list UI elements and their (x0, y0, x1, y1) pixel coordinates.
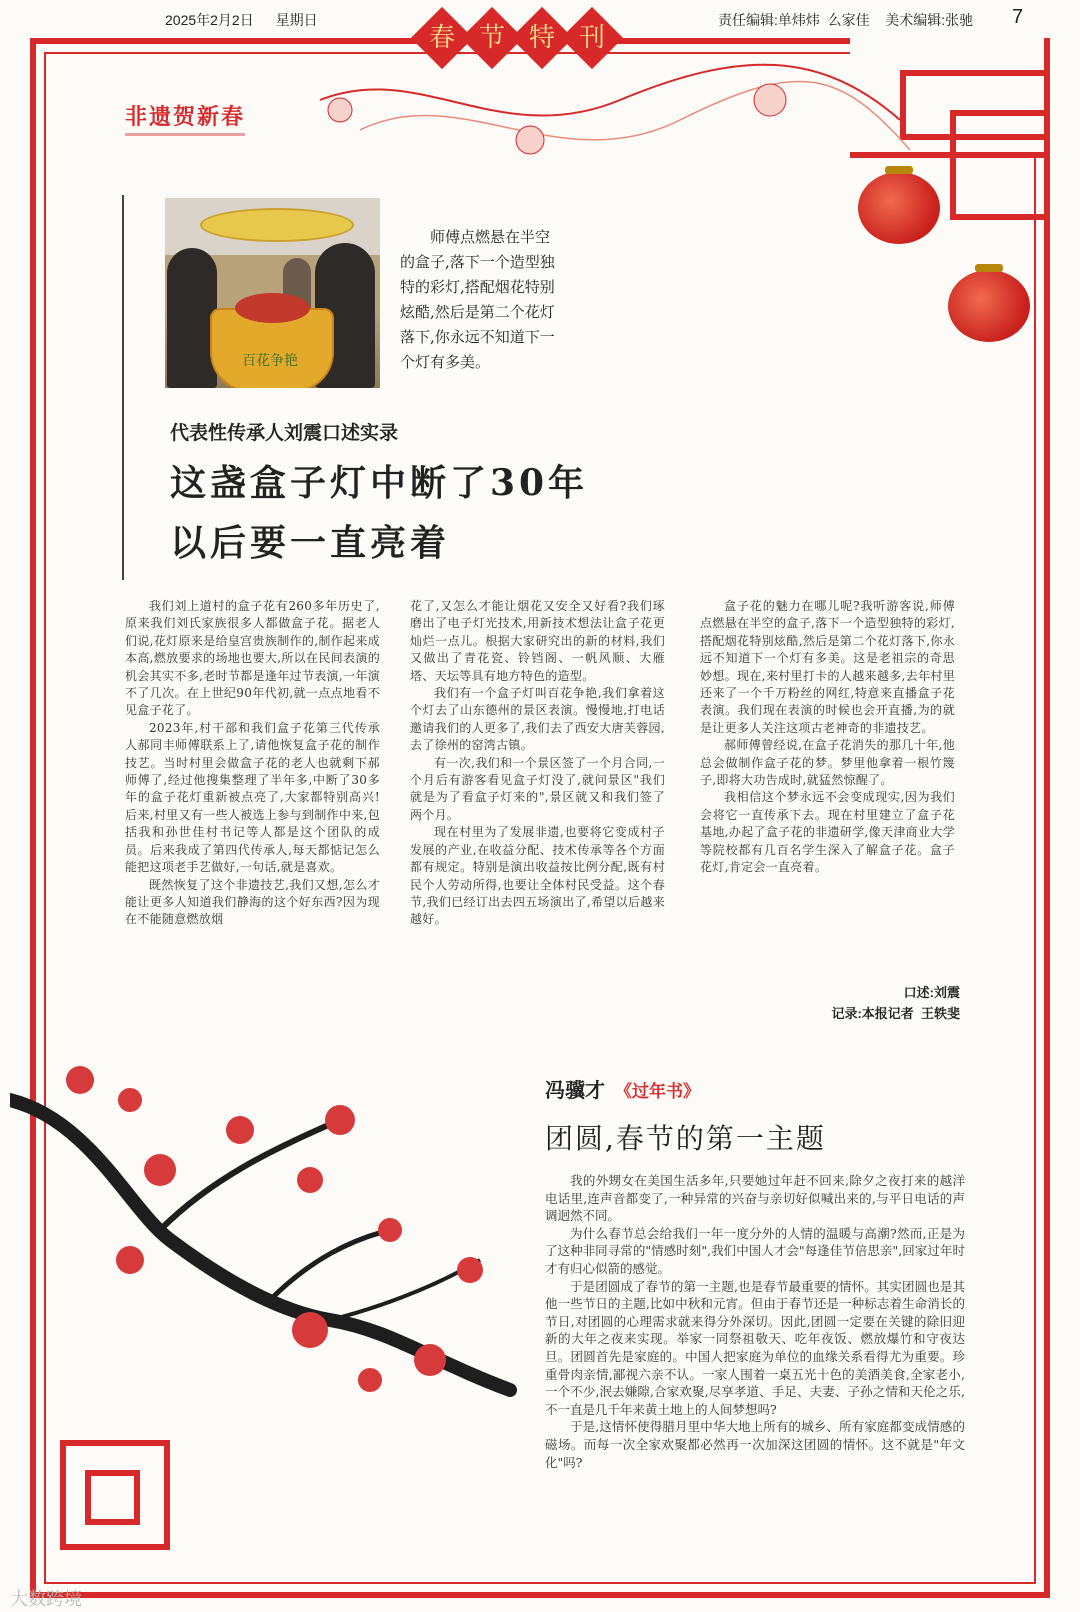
lantern-icon (858, 172, 940, 244)
banner-char: 春 (411, 7, 473, 69)
paragraph: 既然恢复了这个非遗技艺,我们又想,怎么才能让更多人知道我们静海的这个好东西?因为现在不能随意燃放烟 (125, 877, 380, 927)
banner-char: 节 (461, 7, 523, 69)
fret-bottom-left-inner2 (85, 1470, 140, 1525)
paragraph: 郝师傅曾经说,在盒子花消失的那几十年,他总会做制作盒子花的梦。梦里他拿着一根竹篾子,即将大功告成时,就猛然惊醒了。 (700, 738, 955, 788)
paragraph: 我们有一个盒子灯叫百花争艳,我们拿着这个灯去了山东德州的景区表演。慢慢地,打电话邀请我们的人更多了,我们去了西安大唐芙蓉园,去了徐州的窑湾古镇。 (410, 686, 665, 753)
header-editors: 责任编辑:单炜炜 么家佳 美术编辑:张驰 (718, 12, 974, 28)
article-column-1 (125, 598, 380, 929)
paragraph: 2023年,村干部和我们盒子花第三代传承人郝同丰师傅联系上了,请他恢复盒子花的制作技艺。当时村里会做盒子花的老人也就剩下郝师傅了,经过他搜集整理了半年多,中断了30多年的盒子花灯重新被点亮了,大家都特别高兴!后来,村里又有一些人被选上参与到制作中来,包括我和孙世佳村书记等人都是这个团队的成员。后来我成了第四代传承人,每天都惦记怎么能把这项老手艺做好,一句话,就是喜欢。 (125, 720, 380, 875)
watermark: 大数跨境 (10, 1589, 82, 1609)
banner-special-edition (420, 16, 614, 60)
article-kicker: 代表性传承人刘震口述实录 (170, 422, 399, 444)
header-date (165, 10, 318, 30)
article-column-3 (700, 598, 955, 877)
lamp-label: 百花争艳 (242, 353, 298, 369)
paragraph: 我的外甥女在美国生活多年,只要她过年赶不回来,除夕之夜打来的越洋电话里,连声音都变了,一种异常的兴奋与亲切好似喊出来的,与平日电话的声调迥然不同。 (545, 1173, 965, 1224)
lantern-cap (975, 264, 1003, 272)
paragraph: 为什么春节总会给我们一年一度分外的人情的温暖与高潮?然而,正是为了这种非同寻常的"情感时刻",我们中国人才会"每逢佳节倍思亲",回家过年时才有归心似箭的感觉。 (545, 1225, 965, 1276)
page-number: 7 (1012, 6, 1024, 28)
caption-text: 师傅点燃悬在半空的盒子,落下一个造型独特的彩灯,搭配烟花特别炫酷,然后是第二个花灯落下,你永远不知道下一个灯有多美。 (400, 228, 555, 371)
plum-blossom-branch (10, 1060, 530, 1450)
byline-reporter: 记录:本报记者 王轶斐 (831, 1006, 960, 1021)
article-column-2 (410, 598, 665, 929)
byline-narrator: 口述:刘震 (903, 985, 960, 1000)
feature-rule (122, 195, 124, 580)
section-tag: 非遗贺新春 (125, 100, 245, 136)
paragraph: 于是团圆成了春节的第一主题,也是春节最重要的情怀。其实团圆也是其他一些节日的主题,比如中秋和元宵。但由于春节还是一种标志着生命消长的节日,对团圆的心理需求就来得分外深切。因此,团圆一定要在关键的除旧迎新的大年之夜来实现。举家一同祭祖敬天、吃年夜饭、燃放爆竹和守夜达旦。团圆首先是家庭的。中国人把家庭为单位的血缘关系看得尤为重要。珍重骨肉亲情,鄙视六亲不认。一家人围着一桌五光十色的美酒美食,全家老小,一个不少,泯去嫌隙,合家欢聚,尽享孝道、手足、夫妻、子孙之情和天伦之乐,不一直是几千年来黄土地上的人间梦想吗? (545, 1278, 965, 1417)
lantern-cap (885, 166, 913, 174)
author-name: 冯骥才 (545, 1078, 605, 1102)
essay-author (545, 1074, 700, 1103)
paragraph: 盒子花的魅力在哪儿呢?我听游客说,师傅点燃悬在半空的盒子,落下一个造型独特的彩灯,搭配烟花特别炫酷,然后是第二个花灯落下,你永远不知道下一个灯有多美。这是老祖宗的奇思妙想。现在,来村里打卡的人越来越多,去年村里还来了一个千万粉丝的网红,特意来直播盒子花表演。我们现在表演的时候也会开直播,为的就是让更多人关注这项古老神奇的非遗技艺。 (700, 599, 955, 735)
paragraph: 花了,又怎么才能让烟花又安全又好看?我们琢磨出了电子灯光技术,用新技术想法让盒子花更灿烂一点儿。根据大家研究出的新的材料,我们又做出了青花瓷、铃铛阁、一帆风顺、大雁塔、天坛等具有地方特色的造型。 (410, 599, 665, 683)
photo-caption (400, 225, 560, 375)
essay-title: 团圆,春节的第一主题 (545, 1122, 826, 1155)
swirl-ornament (300, 40, 920, 240)
lamp-canopy (200, 208, 354, 242)
essay-body (545, 1172, 965, 1471)
date-text: 2025年2月2日 (165, 12, 254, 28)
book-title: 《过年书》 (615, 1082, 700, 1102)
paragraph: 于是,这情怀使得腊月里中华大地上所有的城乡、所有家庭都变成情感的磁场。而每一次全家欢聚都必然再一次加深这团圆的情怀。这不就是"年文化"吗? (545, 1419, 965, 1470)
paragraph: 我相信这个梦永远不会变成现实,因为我们会将它一直传承下去。现在村里建立了盒子花基地,办起了盒子花的非遗研学,像天津商业大学等院校都有几百名学生深入了解盒子花。盒子花灯,肯定会一直亮着。 (700, 790, 955, 875)
headline-line1: 这盏盒子灯中断了30年 (170, 462, 589, 504)
weekday-text: 星期日 (275, 12, 318, 28)
paragraph: 现在村里为了发展非遗,也要将它变成村子发展的产业,在收益分配、技术传承等各个方面都有规定。特别是演出收益按比例分配,既有村民个人劳动所得,也要让全体村民受益。这个春节,我们已经订出去四五场演出了,希望以后越来越好。 (410, 825, 665, 927)
feature-photo (165, 198, 380, 388)
lantern-icon (948, 270, 1030, 342)
paragraph: 我们刘上道村的盒子花有260多年历史了,原来我们刘氏家族很多人都做盒子花。据老人们说,花灯原来是给皇宫贵族制作的,制作起来成本高,燃放要求的场地也要大,所以在民间表演的机会其实不多,老时节都是逢年过节表演,一年演不了几次。在上世纪90年代初,就一点点地看不见盒子花了。 (125, 599, 380, 718)
banner-char: 刊 (561, 7, 623, 69)
fret-top-right-inner2 (950, 110, 1050, 220)
lamp-flowers (235, 293, 310, 323)
banner-char: 特 (511, 7, 573, 69)
headline-line2: 以后要一直亮着 (170, 522, 451, 564)
paragraph: 有一次,我们和一个景区签了一个月合同,一个月后有游客看见盒子灯没了,就问景区"我们就是为了看盒子灯来的",景区就又和我们签了两个月。 (410, 755, 665, 822)
